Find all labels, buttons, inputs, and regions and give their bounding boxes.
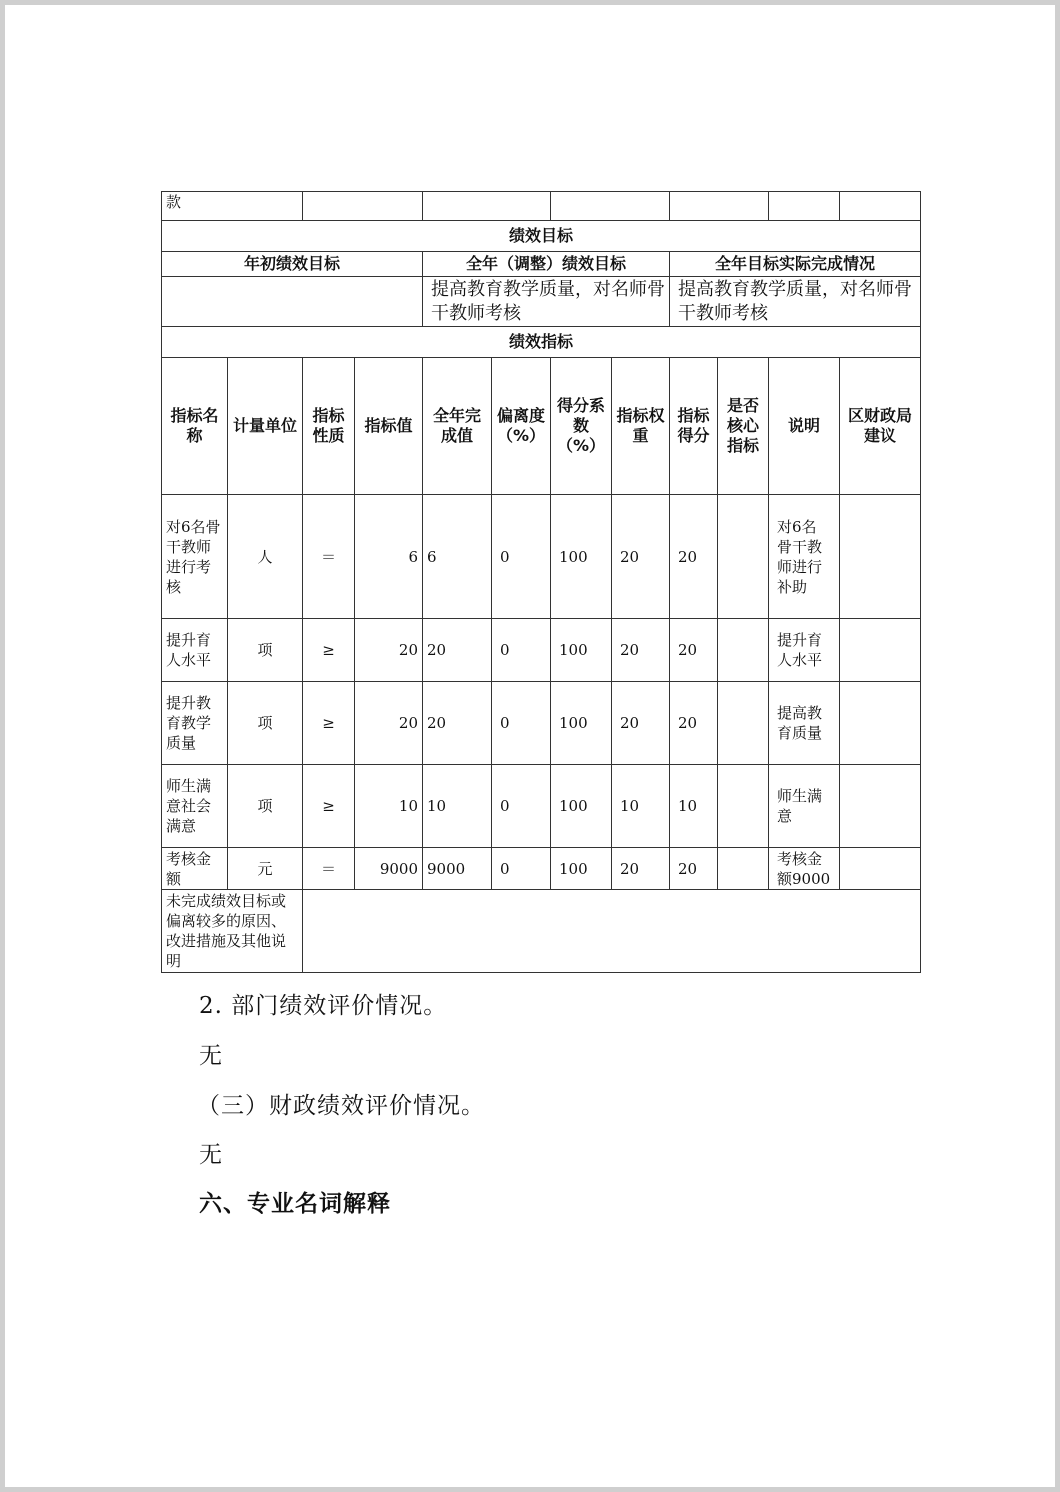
- goal-value-actual: 提高教育教学质量，对名师骨干教师考核: [670, 277, 921, 327]
- indicator-weight: 20: [612, 848, 670, 890]
- indicator-note: 提升育人水平: [769, 619, 840, 682]
- col-header-weight: 指标权重: [612, 358, 670, 495]
- indicator-core: [718, 765, 769, 848]
- indicator-coef: 100: [551, 765, 612, 848]
- indicator-nature: ≥: [303, 682, 355, 765]
- indicator-unit: 项: [228, 765, 303, 848]
- table-cell: [769, 192, 840, 221]
- indicator-advice: [840, 495, 921, 619]
- table-continuation-row: [162, 192, 921, 221]
- table-cell: [840, 192, 921, 221]
- indicator-target: 20: [355, 619, 423, 682]
- indicator-nature: ≥: [303, 619, 355, 682]
- indicator-target: 6: [355, 495, 423, 619]
- indicator-score: 20: [670, 848, 718, 890]
- indicator-advice: [840, 765, 921, 848]
- indicator-core: [718, 848, 769, 890]
- indicator-coef: 100: [551, 682, 612, 765]
- indicator-actual: 9000: [423, 848, 492, 890]
- indicator-name: 提升育人水平: [162, 619, 228, 682]
- indicator-target: 9000: [355, 848, 423, 890]
- indicator-weight: 20: [612, 682, 670, 765]
- indicator-coef: 100: [551, 848, 612, 890]
- performance-table: [161, 191, 921, 973]
- indicator-actual: 10: [423, 765, 492, 848]
- indicator-note: 考核金额9000: [769, 848, 840, 890]
- goal-values-row: [162, 277, 921, 327]
- glossary-heading: 六、专业名词解释: [199, 1191, 391, 1217]
- table-row: [162, 848, 921, 890]
- indicator-advice: [840, 848, 921, 890]
- indicator-unit: 元: [228, 848, 303, 890]
- finance-eval-value: 无: [199, 1142, 223, 1168]
- indicator-header-row: [162, 358, 921, 495]
- table-row: [162, 495, 921, 619]
- indicator-weight: 10: [612, 765, 670, 848]
- col-header-target: 指标值: [355, 358, 423, 495]
- indicator-note: 师生满意: [769, 765, 840, 848]
- indicator-actual: 20: [423, 619, 492, 682]
- indicator-deviation: 0: [492, 765, 551, 848]
- indicator-coef: 100: [551, 619, 612, 682]
- indicators-title: 绩效指标: [162, 327, 921, 358]
- indicator-deviation: 0: [492, 495, 551, 619]
- table-cell: [551, 192, 670, 221]
- indicator-unit: 人: [228, 495, 303, 619]
- indicator-score: 20: [670, 495, 718, 619]
- col-header-coef: 得分系数（%）: [551, 358, 612, 495]
- indicator-name: 对6名骨干教师进行考核: [162, 495, 228, 619]
- indicator-weight: 20: [612, 495, 670, 619]
- indicator-core: [718, 495, 769, 619]
- footer-label: 未完成绩效目标或偏离较多的原因、改进措施及其他说明: [162, 890, 303, 973]
- dept-eval-value: 无: [199, 1043, 223, 1069]
- col-header-advice: 区财政局建议: [840, 358, 921, 495]
- table-row: [162, 765, 921, 848]
- indicator-core: [718, 619, 769, 682]
- col-header-actual: 全年完成值: [423, 358, 492, 495]
- indicator-target: 20: [355, 682, 423, 765]
- indicator-deviation: 0: [492, 682, 551, 765]
- indicator-advice: [840, 619, 921, 682]
- indicator-advice: [840, 682, 921, 765]
- col-header-deviation: 偏离度（%）: [492, 358, 551, 495]
- indicator-name: 师生满意社会满意: [162, 765, 228, 848]
- col-header-note: 说明: [769, 358, 840, 495]
- goal-header-actual: 全年目标实际完成情况: [670, 252, 921, 277]
- col-header-unit: 计量单位: [228, 358, 303, 495]
- goals-title: 绩效目标: [162, 221, 921, 252]
- table-footer-row: [162, 890, 921, 973]
- indicator-note: 对6名骨干教师进行补助: [769, 495, 840, 619]
- col-header-name: 指标名称: [162, 358, 228, 495]
- table-row: [162, 682, 921, 765]
- goal-header-initial: 年初绩效目标: [162, 252, 423, 277]
- goal-value-adjusted: 提高教育教学质量，对名师骨干教师考核: [423, 277, 670, 327]
- indicator-deviation: 0: [492, 619, 551, 682]
- indicator-score: 10: [670, 765, 718, 848]
- table-cell: [423, 192, 551, 221]
- goals-title-row: [162, 221, 921, 252]
- goal-value-initial: [162, 277, 423, 327]
- indicator-nature: ＝: [303, 495, 355, 619]
- indicator-name: 考核金额: [162, 848, 228, 890]
- indicators-title-row: [162, 327, 921, 358]
- indicator-score: 20: [670, 619, 718, 682]
- indicator-score: 20: [670, 682, 718, 765]
- table-row: [162, 619, 921, 682]
- indicator-nature: ＝: [303, 848, 355, 890]
- indicator-note: 提高教育质量: [769, 682, 840, 765]
- indicator-name: 提升教育教学质量: [162, 682, 228, 765]
- goal-header-row: [162, 252, 921, 277]
- indicator-unit: 项: [228, 619, 303, 682]
- col-header-core: 是否核心指标: [718, 358, 769, 495]
- indicator-unit: 项: [228, 682, 303, 765]
- indicator-actual: 20: [423, 682, 492, 765]
- indicator-deviation: 0: [492, 848, 551, 890]
- table-cell: 款: [162, 192, 303, 221]
- dept-eval-heading: 2. 部门绩效评价情况。: [199, 993, 448, 1019]
- goal-header-adjusted: 全年（调整）绩效目标: [423, 252, 670, 277]
- indicator-weight: 20: [612, 619, 670, 682]
- table-cell: [303, 192, 423, 221]
- col-header-nature: 指标性质: [303, 358, 355, 495]
- indicator-coef: 100: [551, 495, 612, 619]
- col-header-score: 指标得分: [670, 358, 718, 495]
- footer-value: [303, 890, 921, 973]
- indicator-target: 10: [355, 765, 423, 848]
- finance-eval-heading: （三）财政绩效评价情况。: [197, 1093, 485, 1119]
- indicator-actual: 6: [423, 495, 492, 619]
- table-cell: [670, 192, 769, 221]
- indicator-nature: ≥: [303, 765, 355, 848]
- indicator-core: [718, 682, 769, 765]
- document-page: [5, 5, 1055, 1487]
